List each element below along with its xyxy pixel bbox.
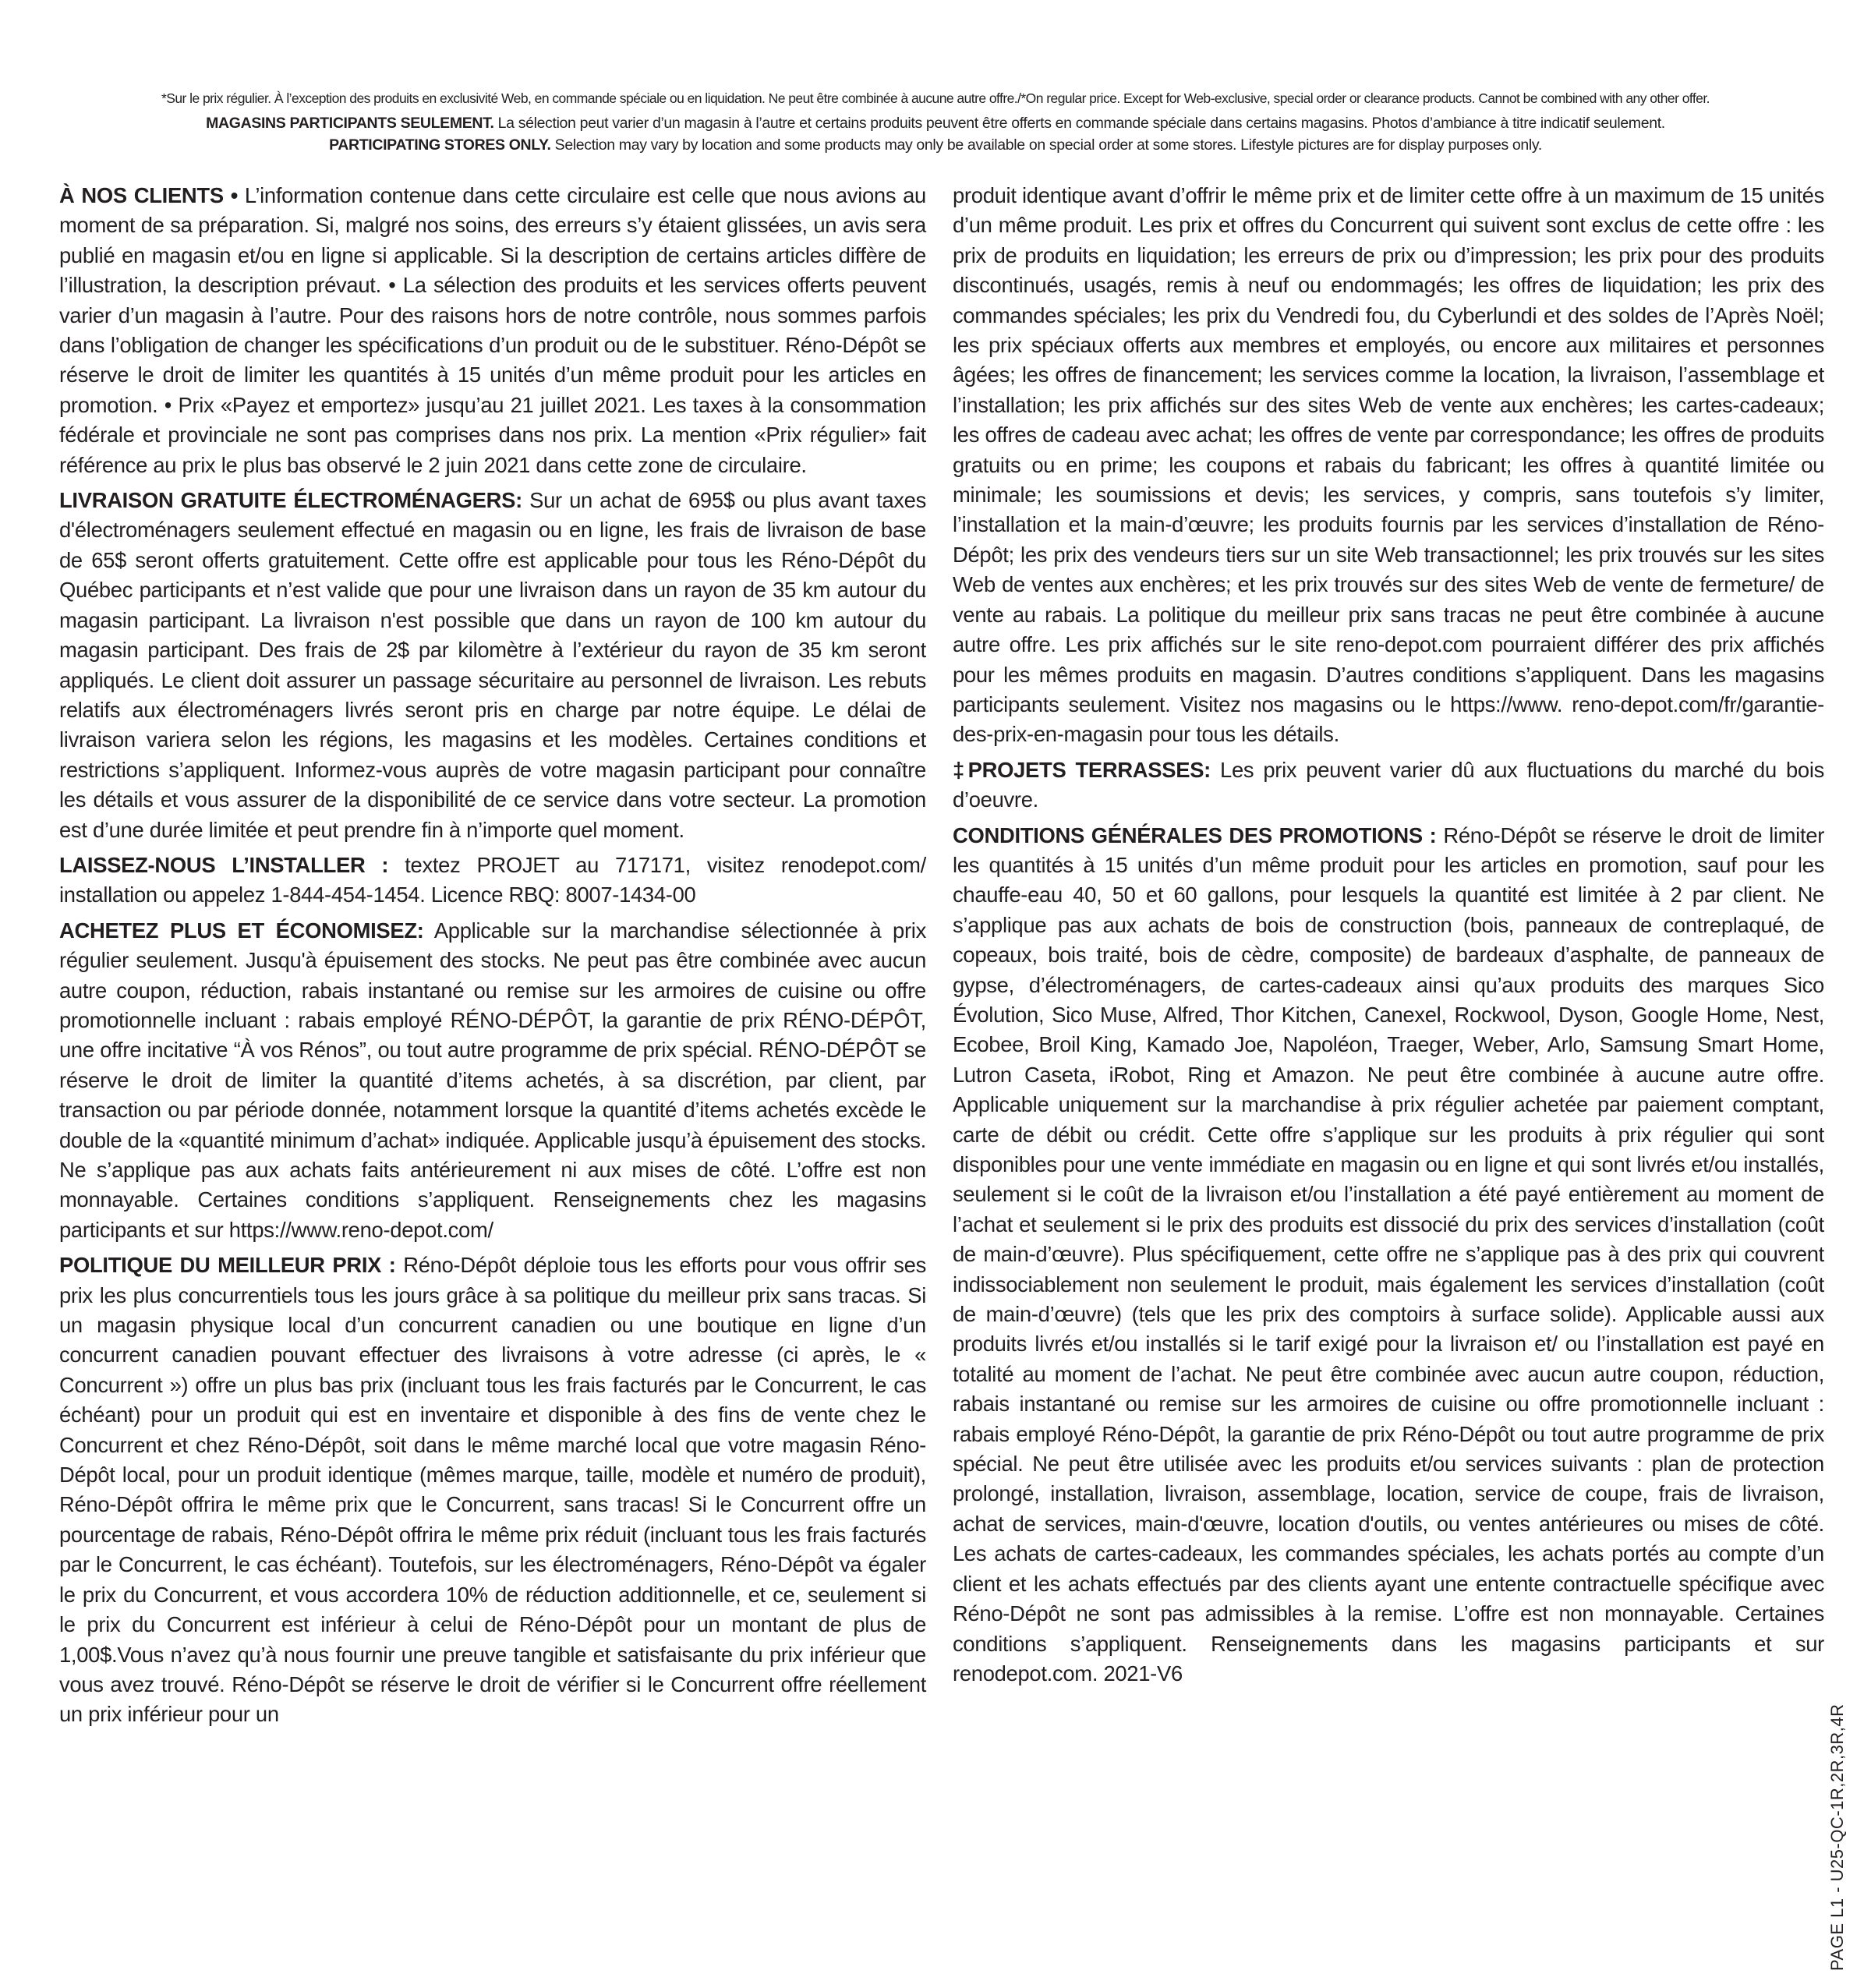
section-conditions-title: CONDITIONS GÉNÉRALES DES PROMOTIONS : xyxy=(953,822,1437,847)
section-achetez-title: ACHETEZ PLUS ET ÉCONOMISEZ: xyxy=(59,918,424,943)
section-installer-title: LAISSEZ-NOUS L’INSTALLER : xyxy=(59,852,389,877)
participating-stores-fr-text: La sélection peut varier d’un magasin à l’autre et certains produits peuvent être offerts en commande spéciale dans certains magasins. Photos d’ambiance à titre indicatif seulement. xyxy=(497,115,1665,132)
section-conditions-body: Réno-Dépôt se réserve le droit de limiter les quantités à 15 unités d’un même produit pour les articles en promotion, sauf pour les chauffe-eau 40, 50 et 60 gallons, pour lesquels la quantité est limitée à 2 par client. Ne s’applique pas aux achats de bois de construction (bois, panneaux de contreplaqué, de copeaux, bois traité, bois de cèdre, composite) de bardeaux d’asphalte, de panneaux de gypse, d’électroménagers, de cartes-cadeaux ainsi qu’aux produits des marques Sico Évolution, Sico Muse, Alfred, Thor Kitchen, Canexel, Rockwool, Dyson, Google Home, Nest, Ecobee, Broil King, Kamado Joe, Napoléon, Traeger, Weber, Arlo, Samsung Smart Home, Lutron Caseta, iRobot, Ring et Amazon. Ne peut être combinée à aucune autre offre. Applicable uniquement sur la marchandise à prix régulier achetée par paiement comptant, carte de débit ou crédit. Cette offre s’applique sur les produits à prix régulier qui sont disponibles pour une vente immédiate en magasin ou en ligne et qui sont livrés et/ou installés, seulement si le coût de la livraison et/ou l’installation a été payé entièrement au moment de l’achat et seulement si le prix des produits est dissocié du prix des services d’installation (coût de main-d’œuvre). Plus spécifiquement, cette offre ne s’applique pas à des prix qui couvrent indissociablement non seulement le produit, mais également les services d’installation (coût de main-d’œuvre) (tels que les prix des comptoirs à surface solide). Applicable aussi aux produits livrés et/ou installés si le tarif exigé pour la livraison et/ ou l’installation est payé en totalité au moment de l’achat. Ne peut être combinée avec aucun autre coupon, réduction, rabais instantané ou remise sur les armoires de cuisine ou offre promotionnelle incluant : rabais employé Réno-Dépôt, la garantie de prix Réno-Dépôt ou tout autre programme de prix spécial. Ne peut être utilisée avec les produits et/ou services suivants : plan de protection prolongé, installation, livraison, assemblage, location, service de coupe, frais de livraison, achat de services, main-d'œuvre, location d'outils, ou ventes antérieures ou mises de côté. Les achats de cartes-cadeaux, les commandes spéciales, les achats portés au compte d’un client et les achats effectués par des clients ayant une entente contractuelle spécifique avec Réno-Dépôt ne sont pas admissibles à la remise. L’offre est non monnayable. Certaines conditions s’appliquent. Renseignements dans les magasins participants et sur renodepot.com. 2021-V6 xyxy=(953,822,1825,1686)
section-livraison-body: Sur un achat de 695$ ou plus avant taxes d'électroménagers seulement effectué en magasin ou en ligne, les frais de livraison de base de 65$ seront offerts gratuitement. Cette offre est applicable pour tous les Réno-Dépôt du Québec participants et n’est valide que pour une livraison dans un rayon de 35 km autour du magasin participant. La livraison n'est possible que dans un rayon de 100 km autour du magasin participant. Des frais de 2$ par kilomètre à l’extérieur du rayon de 35 km seront appliqués. Le client doit assurer un passage sécuritaire au personnel de livraison. Les rebuts relatifs aux électroménagers livrés seront pris en charge par notre équipe. Le délai de livraison variera selon les régions, les magasins et les modèles. Certaines conditions et restrictions s’appliquent. Informez-vous auprès de votre magasin participant pour connaître les détails et vous assurer de la disponibilité de ce service dans votre secteur. La promotion est d’une durée limitée et peut prendre fin à n’importe quel moment. xyxy=(59,488,926,842)
section-clients-body: L’information contenue dans cette circulaire est celle que nous avions au moment de sa préparation. Si, malgré nos soins, des erreurs s’y étaient glissées, un avis sera publié en magasin et/ou en ligne si applicable. Si la description de certains articles diffère de l’illustration, la description prévaut. • La sélection des produits et les services offerts peuvent varier d’un magasin à l’autre. Pour des raisons hors de notre contrôle, nous sommes parfois dans l’obligation de changer les spécifications d’un produit ou de le substituer. Réno-Dépôt se réserve le droit de limiter les quantités à 15 unités d’un même produit pour les articles en promotion. • Prix «Payez et emportez» jusqu’au 21 juillet 2021. Les taxes à la consommation fédérale et provinciale ne sont pas comprises dans nos prix. La mention «Prix régulier» fait référence au prix le plus bas observé le 2 juin 2021 dans cette zone de circulaire. xyxy=(59,183,926,477)
section-installer-body: textez PROJET au 717171, visitez renodepot.com/ installation ou appelez 1-844-454-1454. Licence RBQ: 8007-1434-00 xyxy=(59,852,926,907)
participating-stores-fr xyxy=(55,112,1816,134)
regular-price-disclaimer: *Sur le prix régulier. À l’exception des produits en exclusivité Web, en commande spéciale ou en liquidation. Ne peut être combinée à aucune autre offre./*On regular price. Except for Web-exclusive, special order or clearance products. Cannot be combined with any other offer. xyxy=(161,90,1710,106)
section-achetez xyxy=(59,916,926,1245)
page-code: PAGE L1 - U25-QC-1R,2R,3R,4R xyxy=(1827,1703,1847,1971)
participating-stores-en xyxy=(55,134,1816,156)
section-conditions xyxy=(953,821,1824,1689)
section-clients-title: À NOS CLIENTS • xyxy=(59,183,238,207)
section-terrasses xyxy=(953,755,1824,815)
right-column xyxy=(953,181,1824,1694)
header-disclaimers xyxy=(55,87,1816,156)
section-politique-continued xyxy=(953,181,1824,750)
section-terrasses-title: ‡PROJETS TERRASSES: xyxy=(953,757,1211,782)
participating-stores-en-label: PARTICIPATING STORES ONLY. xyxy=(329,136,551,154)
section-livraison-title: LIVRAISON GRATUITE ÉLECTROMÉNAGERS: xyxy=(59,488,522,513)
participating-stores-fr-label: MAGASINS PARTICIPANTS SEULEMENT. xyxy=(206,115,494,132)
section-installer xyxy=(59,851,926,911)
section-politique-body-right: produit identique avant d’offrir le même prix et de limiter cette offre à un maximum de 15 unités d’un même produit. Les prix et offres du Concurrent qui suivent sont exclus de cette offre : les prix de produits en liquidation; les erreurs de prix ou d’impression; les prix pour des produits discontinués, usagés, remis à neuf ou endommagés; les offres de liquidation; les prix des commandes spéciales; les prix du Vendredi fou, du Cyberlundi et des soldes de l’Après Noël; les prix spéciaux offerts aux membres et employés, ou encore aux militaires et personnes âgées; les offres de financement; les services comme la location, la livraison, l’assemblage et l’installation; les prix affichés sur des sites Web de vente aux enchères; les cartes-cadeaux; les offres de cadeau avec achat; les offres de vente par correspondance; les offres de produits gratuits ou en prime; les coupons et rabais du fabricant; les offres à quantité limitée ou minimale; les soumissions et devis; les services, y compris, sans toutefois s’y limiter, l’installation et la main-d’œuvre; les produits fournis par les services d’installation de Réno-Dépôt; les prix des vendeurs tiers sur un site Web transactionnel; les prix trouvés sur les sites Web de ventes aux enchères; et les prix trouvés sur des sites Web de vente de fermeture/ de vente au rabais. La politique du meilleur prix sans tracas ne peut être combinée à aucune autre offre. Les prix affichés sur le site reno-depot.com pourraient différer des prix affichés pour les mêmes produits en magasin. D’autres conditions s’appliquent. Dans les magasins participants seulement. Visitez nos magasins ou le https://www. reno-depot.com/fr/garantie-des-prix-en-magasin pour tous les détails. xyxy=(953,183,1824,747)
section-achetez-body: Applicable sur la marchandise sélectionnée à prix régulier seulement. Jusqu'à épuisement des stocks. Ne peut pas être combinée avec aucun autre coupon, réduction, rabais instantané ou remise sur les armoires de cuisine ou offre promotionnelle incluant : rabais employé RÉNO-DÉPÔT, la garantie de prix RÉNO-DÉPÔT, une offre incitative “À vos Rénos”, ou tout autre programme de prix spécial. RÉNO-DÉPÔT se réserve le droit de limiter la quantité d’items achetés, à sa discrétion, par client, par transaction ou par période donnée, notamment lorsque la quantité d’items achetés excède le double de la «quantité minimum d’achat» indiquée. Applicable jusqu’à épuisement des stocks. Ne s’applique pas aux achats faits antérieurement ni aux mises de côté. L’offre est non monnayable. Certaines conditions s’appliquent. Renseignements chez les magasins participants et sur https://www.reno-depot.com/ xyxy=(59,918,926,1242)
section-terrasses-body: Les prix peuvent varier dû aux fluctuations du marché du bois d’oeuvre. xyxy=(953,757,1825,812)
section-clients xyxy=(59,181,926,480)
section-politique xyxy=(59,1250,926,1730)
section-politique-body-left: Réno-Dépôt déploie tous les efforts pour vous offrir ses prix les plus concurrentiels tous les jours grâce à sa politique du meilleur prix sans tracas. Si un magasin physique local d’un concurrent canadien ou une boutique en ligne d’un concurrent canadien pouvant effectuer des livraisons à votre adresse (ci après, le « Concurrent ») offre un plus bas prix (incluant tous les frais facturés par le Concurrent, le cas échéant) pour un produit qui est en inventaire et disponible à des fins de vente chez le Concurrent et chez Réno-Dépôt, soit dans le même marché local que votre magasin Réno-Dépôt local, pour un produit identique (mêmes marque, taille, modèle et numéro de produit), Réno-Dépôt offrira le même prix que le Concurrent, sans tracas! Si le Concurrent offre un pourcentage de rabais, Réno-Dépôt offrira le même prix réduit (incluant tous les frais facturés par le Concurrent, le cas échéant). Toutefois, sur les électroménagers, Réno-Dépôt va égaler le prix du Concurrent, et vous accordera 10% de réduction additionnelle, et ce, seulement si le prix du Concurrent est inférieur à celui de Réno-Dépôt pour un montant de plus de 1,00$.Vous n’avez qu’à nous fournir une preuve tangible et satisfaisante du prix inférieur que vous avez trouvé. Réno-Dépôt se réserve le droit de vérifier si le Concurrent offre réellement un prix inférieur pour un xyxy=(59,1253,927,1727)
section-politique-title: POLITIQUE DU MEILLEUR PRIX : xyxy=(59,1253,396,1278)
section-livraison xyxy=(59,486,926,845)
participating-stores-en-text: Selection may vary by location and some products may only be available on special order at some stores. Lifestyle pictures are for display purposes only. xyxy=(554,136,1542,154)
left-column xyxy=(59,181,926,1735)
